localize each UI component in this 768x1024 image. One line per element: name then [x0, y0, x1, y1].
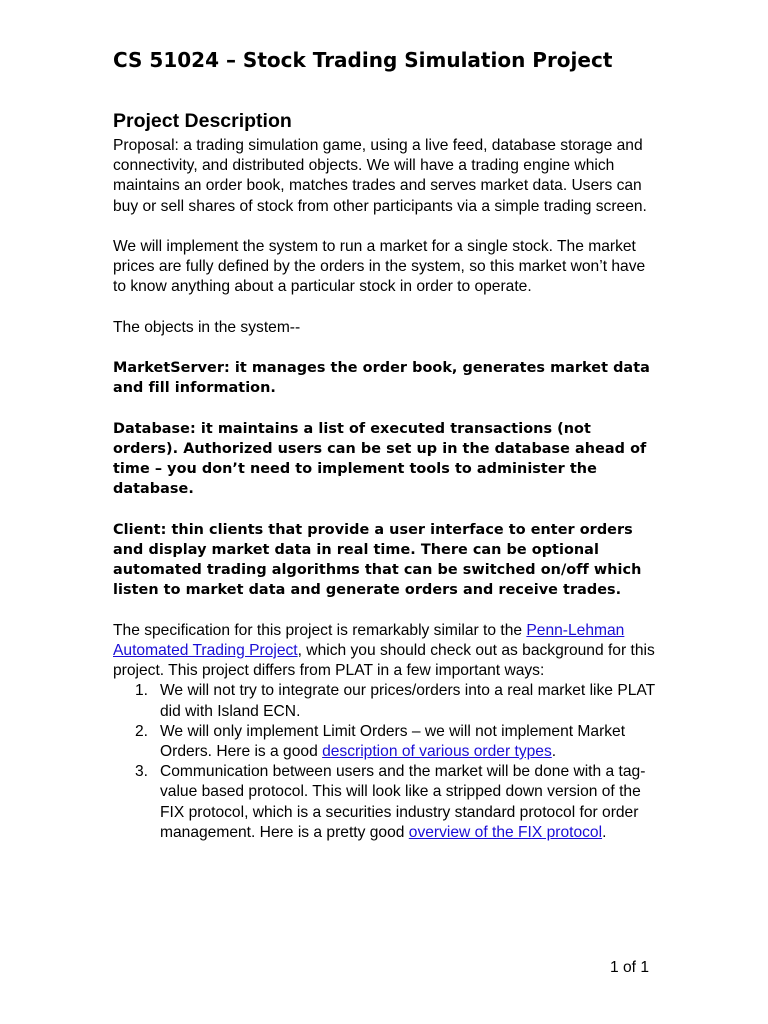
fix-protocol-link[interactable]: overview of the FIX protocol [408, 823, 603, 841]
spec-paragraph [113, 621, 661, 682]
list-item-number: 2. [135, 722, 149, 740]
page-number: 1 of 1 [610, 959, 650, 976]
differences-list [113, 681, 661, 843]
list-item-number: 3. [135, 763, 149, 781]
document-body [113, 136, 661, 843]
objects-intro: The objects in the system-- [113, 318, 301, 336]
section-heading: Project Description [113, 110, 292, 132]
object-database: Database: it maintains a list of executed transactions (not orders). Authorized users can be set up in the database ahead of time – you don’t need to implement tools to administer the database. [113, 420, 647, 498]
market-paragraph: We will implement the system to run a market for a single stock. The market prices are fully defined by the orders in the system, so this market won’t have to know anything about a particular stock in order to operate. [113, 238, 646, 296]
list-item-text: Communication between users and the market will be done with a tag-value based protocol. This will look like a stripped down version of the FIX protocol, which is a securities industry standard protocol for order management. Here is a pretty good [160, 763, 646, 841]
list-item-text: We will only implement Limit Orders – we will not implement Market Orders. Here is a good [160, 722, 626, 760]
list-item-text-end: . [551, 743, 557, 760]
list-item-text: We will not try to integrate our prices/orders into a real market like PLAT did with Island ECN. [160, 682, 655, 720]
spec-text-before: The specification for this project is remarkably similar to the [113, 621, 527, 639]
list-item-number: 1. [135, 682, 149, 700]
proposal-paragraph: Proposal: a trading simulation game, using a live feed, database storage and connectivity, and distributed objects. We will have a trading engine which maintains an order book, matches trades and serves market data. Users can buy or sell shares of stock from other participants via a simple trading screen. [113, 137, 647, 215]
list-item-text-end: . [602, 823, 607, 841]
list-item [113, 681, 661, 721]
order-types-link[interactable]: description of various order types [322, 743, 552, 760]
list-item [113, 762, 661, 843]
object-client: Client: thin clients that provide a user interface to enter orders and display market data in real time. There can be optional automated trading algorithms that can be switched on/off which listen to market data and generate orders and receive trades. [113, 521, 642, 599]
plat-link[interactable]: Penn-Lehman Automated Trading Project [113, 621, 625, 659]
list-item [113, 722, 661, 762]
object-marketserver: MarketServer: it manages the order book, generates market data and fill information. [113, 360, 650, 397]
document-title: CS 51024 – Stock Trading Simulation Project [113, 48, 613, 72]
spec-text-after: , which you should check out as background for this project. This project differs from PLAT in a few important ways: [113, 641, 655, 680]
